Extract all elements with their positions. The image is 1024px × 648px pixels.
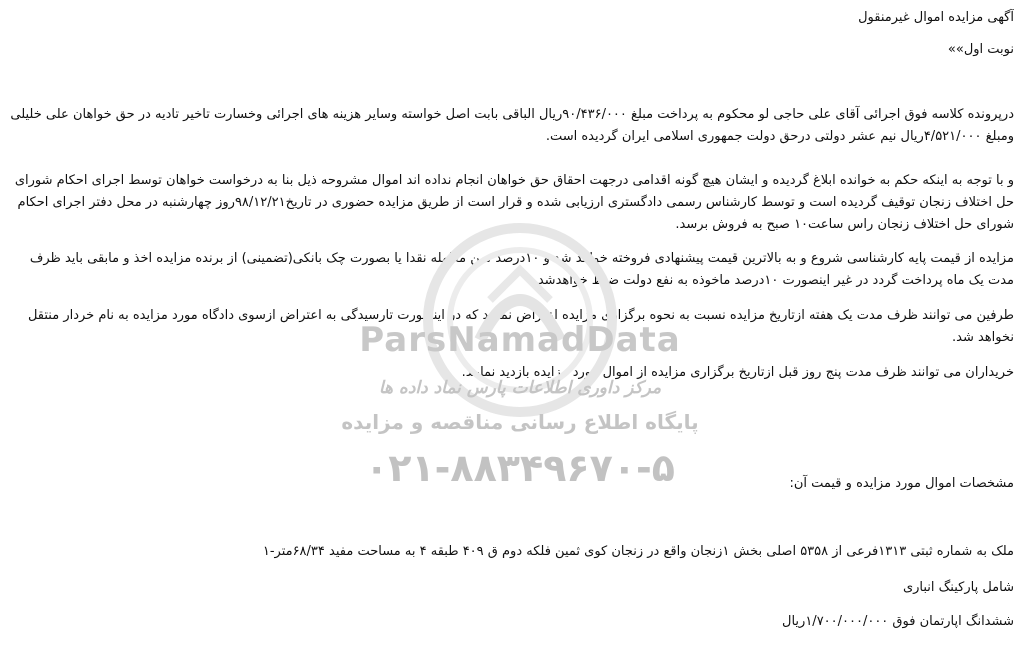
paragraph-bidding: مزایده از قیمت پایه کارشناسی شروع و به بالاترین قیمت پیشنهادی فروخته خواهد شد و ۱۰درصد ثمن معامله نقدا یا بصورت چک بانکی(تضمینی) از برنده مزایده اخذ و مابقی باید ظرف مدت یک ماه پرداخت گردد در غیر اینصورت ۱۰درصد ماخوذه به نفع دولت ضبط خواهدشد. [29, 251, 1014, 288]
spec-item-property: ملک به شماره ثبتی ۱۳۱۳فرعی از ۵۳۵۸ اصلی بخش ۱زنجان واقع در زنجان کوی ثمین فلکه دوم ق ۴۰۹ طبقه ۴ به مساحت مفید ۶۸/۳۴متر-۱ [262, 544, 1014, 559]
notice-round: نوبت اول»» [947, 42, 1014, 57]
paragraph-objection: طرفین می توانند ظرف مدت یک هفته ازتاریخ مزایده نسبت به نحوه برگزاری مزایده اعتراض نمایند که در اینصورت تارسیدگی به اعتراض ازسوی دادگاه مورد مزایده به نام خردار منتقل نخواهد شد. [27, 308, 1014, 345]
paragraph-visit: خریداران می توانند ظرف مدت پنج روز قبل ازتاریخ برگزاری مزایده از اموال مورد مزایده بازدید نمایند. [461, 365, 1014, 380]
watermark-line-2: پایگاه اطلاع رسانی مناقصه و مزایده [341, 410, 699, 434]
notice-title: آگهی مزایده اموال غیرمنقول [858, 10, 1014, 25]
watermark-brand: ParsNamadData [359, 320, 681, 360]
watermark-phone: ۰۲۱-۸۸۳۴۹۶۷۰-۵ [365, 446, 675, 490]
spec-item-price: ششدانگ اپارتمان فوق ۱/۷۰۰/۰۰۰/۰۰۰ریال [782, 614, 1014, 629]
watermark-line-1: مرکز داوری اطلاعات پارس نماد داده ها [378, 378, 662, 398]
paragraph-seizure: و با توجه به اینکه حکم به خوانده ابلاغ گردیده و ایشان هیچ گونه اقدامی درجهت احقاق حق خواهان انجام نداده اند اموال مشروحه ذیل بنا به درخواست خواهان توسط اجرای احکام شورای حل اختلاف زنجان توقیف گردیده است و توسط کارشناس رسمی دادگستری ارزیابی شده و قرار است از طریق مزایده حضوری در تاریخ۹۸/۱۲/۲۱روز چهارشنبه در محل دفتر اجرای احکام شورای حل اختلاف زنجان راس ساعت۱۰ صبح به فروش برسد. [14, 173, 1014, 232]
specs-heading: مشخصات اموال مورد مزایده و قیمت آن: [789, 476, 1014, 491]
paragraph-verdict: درپرونده کلاسه فوق اجرائی آقای علی حاجی لو محکوم به پرداخت مبلغ ۹۰/۴۳۶/۰۰۰ریال الباقی بابت اصل خواسته وسایر هزینه های اجرائی وخسارت تاخیر تادیه در حق خواهان علی خلیلی ومبلغ ۴/۵۲۱/۰۰۰ریال نیم عشر دولتی درحق دولت جمهوری اسلامی ایران گردیده است. [10, 107, 1014, 144]
spec-item-parking: شامل پارکینگ انباری [902, 580, 1014, 595]
